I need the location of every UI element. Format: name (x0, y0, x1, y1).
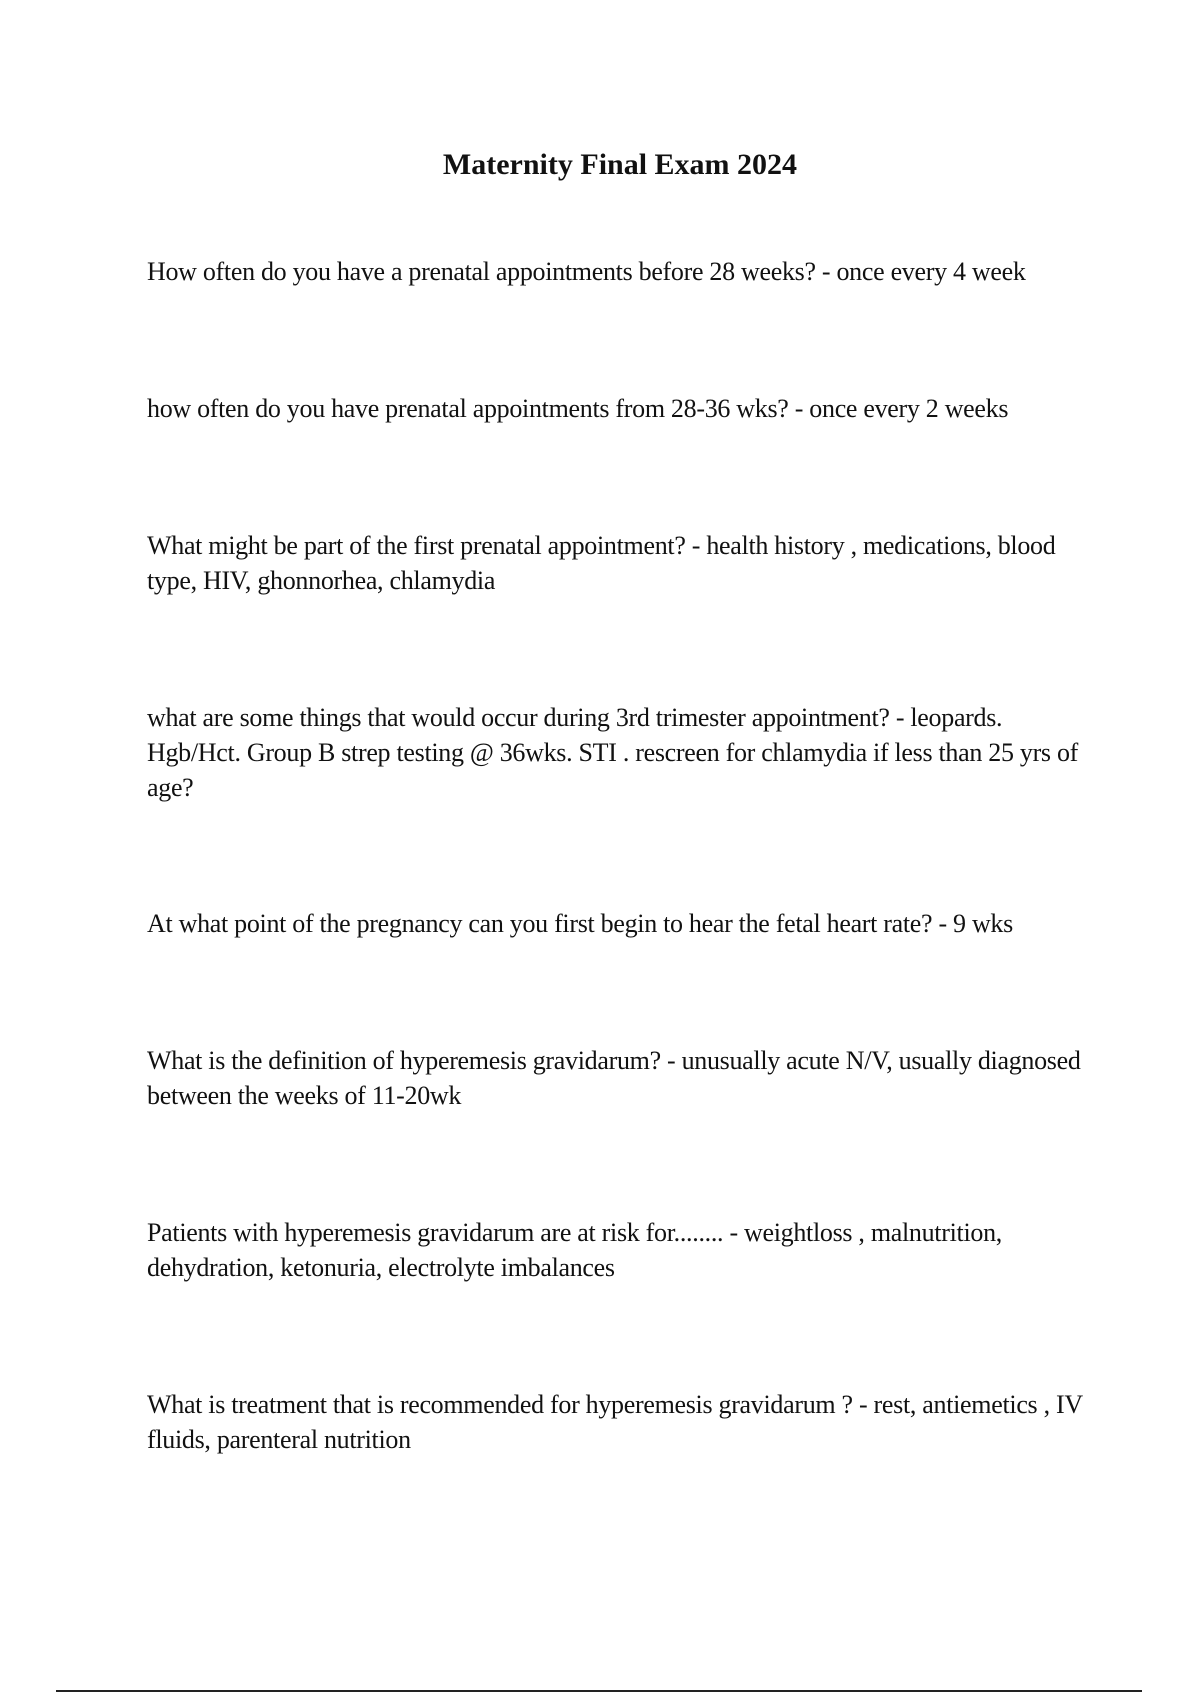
qa-item-4: what are some things that would occur during 3rd trimester appointment? - leopards. Hgb/Hct. Group B strep testing @ 36wks. STI . rescreen for chlamydia if less than 25 yrs of age? (147, 703, 1079, 802)
qa-item-5: At what point of the pregnancy can you first begin to hear the fetal heart rate? - 9 wks (147, 909, 1013, 938)
qa-item-3: What might be part of the first prenatal appointment? - health history , medications, blood type, HIV, ghonnorhea, chlamydia (147, 531, 1056, 595)
qa-item-6: What is the definition of hyperemesis gravidarum? - unusually acute N/V, usually diagnosed between the weeks of 11-20wk (147, 1046, 1081, 1110)
document-title: Maternity Final Exam 2024 (442, 148, 798, 181)
qa-item-8: What is treatment that is recommended for hyperemesis gravidarum ? - rest, antiemetics , IV fluids, parenteral nutrition (147, 1390, 1083, 1454)
footer-divider (56, 1690, 1142, 1692)
question-answer-list (147, 254, 1097, 1559)
qa-item-7: Patients with hyperemesis gravidarum are at risk for........ - weightloss , malnutrition, dehydration, ketonuria, electrolyte imbalances (147, 1218, 1002, 1282)
qa-item-2: how often do you have prenatal appointments from 28-36 wks? - once every 2 weeks (147, 394, 1009, 423)
qa-item-1: How often do you have a prenatal appointments before 28 weeks? - once every 4 week (147, 257, 1026, 286)
